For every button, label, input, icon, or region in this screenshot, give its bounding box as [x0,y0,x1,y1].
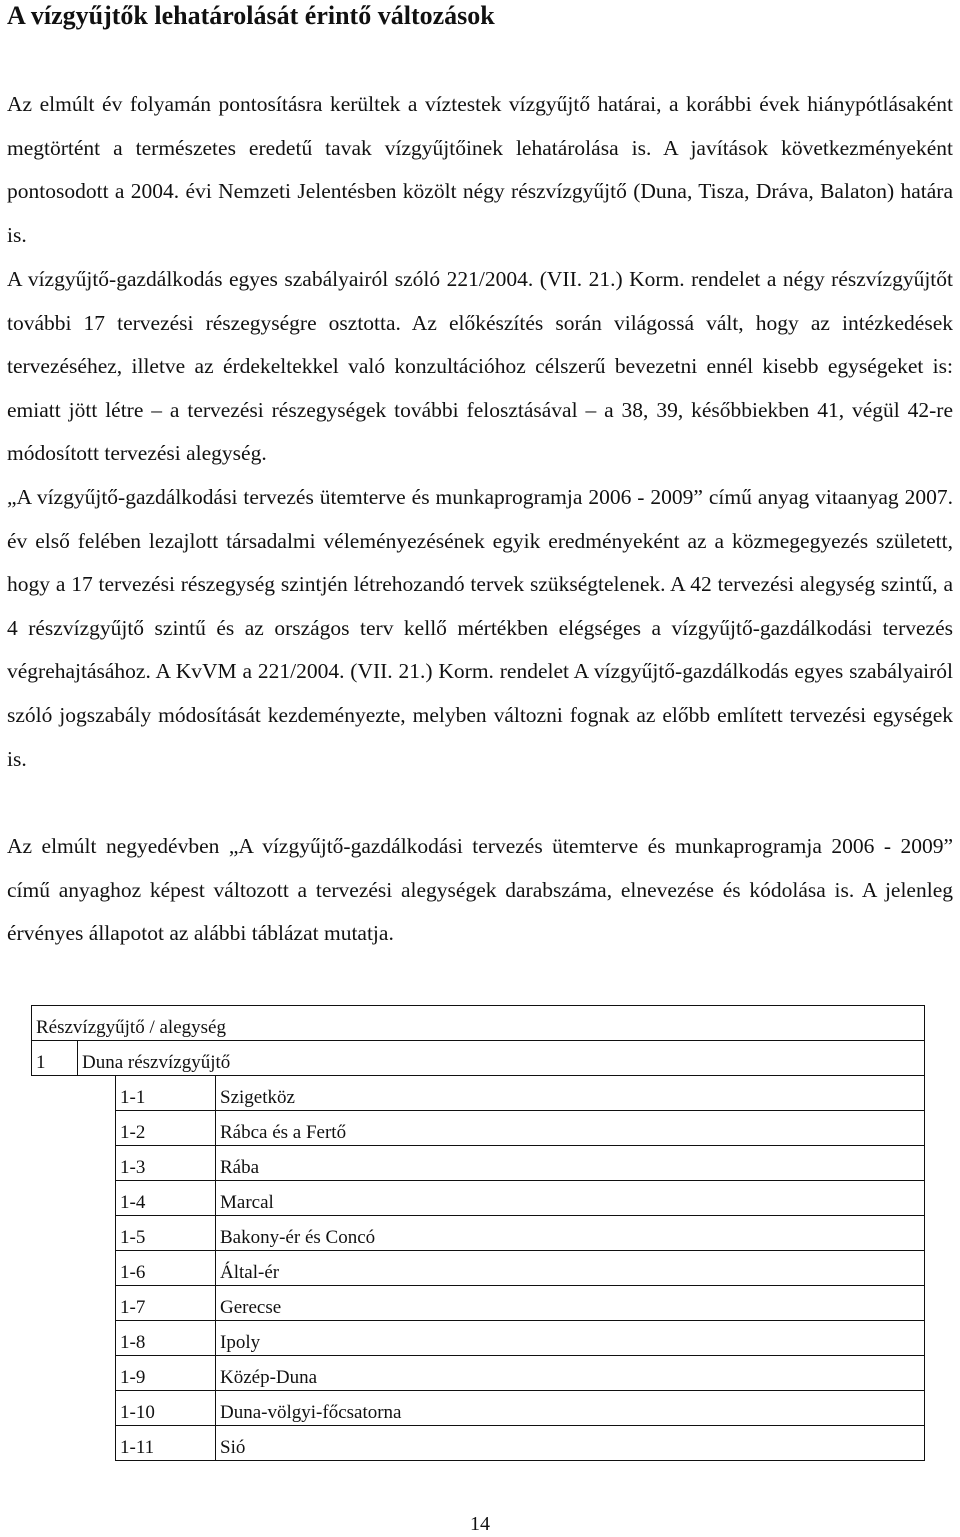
indent-spacer [32,1321,78,1356]
indent-spacer [78,1111,116,1146]
table-row [32,1216,925,1251]
table-row [32,1356,925,1391]
paragraph-current-state: Az elmúlt negyedévben „A vízgyűjtő-gazdálkodási tervezés ütemterve és munkaprogramja 2006 - 2009” című anyaghoz képest változott a tervezési alegységek darabszáma, elnevezése és kódolása is. A jelenleg érvényes állapotot az alábbi táblázat mutatja. [7,834,953,946]
subunit-code-cell: 1-4 [116,1181,216,1216]
table-row [32,1181,925,1216]
indent-spacer [78,1146,116,1181]
table-row [32,1251,925,1286]
indent-spacer [78,1391,116,1426]
table-row [32,1076,925,1111]
region-number-cell: 1 [32,1041,78,1076]
indent-spacer [32,1111,78,1146]
indent-spacer [32,1356,78,1391]
indent-spacer [78,1251,116,1286]
subunit-code-cell: 1-7 [116,1286,216,1321]
indent-spacer [32,1216,78,1251]
subunit-code-cell: 1-5 [116,1216,216,1251]
subunit-name-cell: Rábca és a Fertő [216,1111,925,1146]
indent-spacer [78,1286,116,1321]
indent-spacer [32,1076,78,1111]
table-row [32,1321,925,1356]
subunit-code-cell: 1-10 [116,1391,216,1426]
indent-spacer [32,1391,78,1426]
subunit-name-cell: Közép-Duna [216,1356,925,1391]
indent-spacer [78,1426,116,1461]
subunit-name-cell: Duna-völgyi-főcsatorna [216,1391,925,1426]
table-row [32,1391,925,1426]
table-header-cell: Részvízgyűjtő / alegység [32,1006,925,1041]
indent-spacer [78,1076,116,1111]
indent-spacer [32,1181,78,1216]
subunit-code-cell: 1-9 [116,1356,216,1391]
table-region-row [32,1041,925,1076]
subunit-code-cell: 1-2 [116,1111,216,1146]
subunit-code-cell: 1-6 [116,1251,216,1286]
page-heading: A vízgyűjtők lehatárolását érintő változások [7,1,495,30]
subunit-code-cell: 1-8 [116,1321,216,1356]
planning-units-table [31,1005,925,1461]
indent-spacer [78,1181,116,1216]
region-name-cell: Duna részvízgyűjtő [78,1041,925,1076]
indent-spacer [78,1216,116,1251]
indent-spacer [32,1286,78,1321]
paragraph-regulation: A vízgyűjtő-gazdálkodás egyes szabályairól szóló 221/2004. (VII. 21.) Korm. rendelet a négy részvízgyűjtőt további 17 tervezési részegységre osztotta. Az előkészítés során világossá vált, hogy az intézkedések tervezéséhez, illetve az érdekeltekkel való konzultációhoz célszerű bevezetni ennél kisebb egységeket is: emiatt jött létre – a tervezési részegységek további felosztásával – a 38, 39, későbbiekben 41, végül 42-re módosított tervezési alegység. [7,267,953,466]
table-row [32,1146,925,1181]
subunit-name-cell: Bakony-ér és Concó [216,1216,925,1251]
subunit-name-cell: Által-ér [216,1251,925,1286]
table-row [32,1426,925,1461]
subunit-name-cell: Ipoly [216,1321,925,1356]
subunit-name-cell: Sió [216,1426,925,1461]
paragraph-consultation-results: „A vízgyűjtő-gazdálkodási tervezés ütemterve és munkaprogramja 2006 - 2009” című anyag vitaanyag 2007. év első felében lezajlott társadalmi véleményezésének egyik eredményeként az a közmegegyezés született, hogy a 17 tervezési részegység szintjén létrehozandó tervek szükségtelenek. A 42 tervezési alegység szintű, a 4 részvízgyűjtő szintű és az országos terv kellő mértékben elégséges a vízgyűjtő-gazdálkodási tervezés végrehajtásához. A KvVM a 221/2004. (VII. 21.) Korm. rendelet A vízgyűjtő-gazdálkodás egyes szabályairól szóló jogszabály módosítását kezdeményezte, melyben változni fognak az előbb említett tervezési egységek is. [7,485,953,771]
subunit-name-cell: Gerecse [216,1286,925,1321]
indent-spacer [32,1146,78,1181]
table-row [32,1111,925,1146]
subunit-name-cell: Marcal [216,1181,925,1216]
paragraph-boundary-corrections: Az elmúlt év folyamán pontosításra kerültek a víztestek vízgyűjtő határai, a korábbi évek hiánypótlásaként megtörtént a természetes eredetű tavak vízgyűjtőinek lehatárolása is. A javítások következményeként pontosodott a 2004. évi Nemzeti Jelentésben közölt négy részvízgyűjtő (Duna, Tisza, Dráva, Balaton) határa is. [7,92,953,247]
subunit-code-cell: 1-3 [116,1146,216,1181]
table-row [32,1286,925,1321]
subunit-code-cell: 1-1 [116,1076,216,1111]
subunit-name-cell: Rába [216,1146,925,1181]
indent-spacer [78,1321,116,1356]
subunit-code-cell: 1-11 [116,1426,216,1461]
indent-spacer [78,1356,116,1391]
page-number: 14 [470,1513,490,1535]
subunit-name-cell: Szigetköz [216,1076,925,1111]
indent-spacer [32,1251,78,1286]
table-header-row [32,1006,925,1041]
indent-spacer [32,1426,78,1461]
